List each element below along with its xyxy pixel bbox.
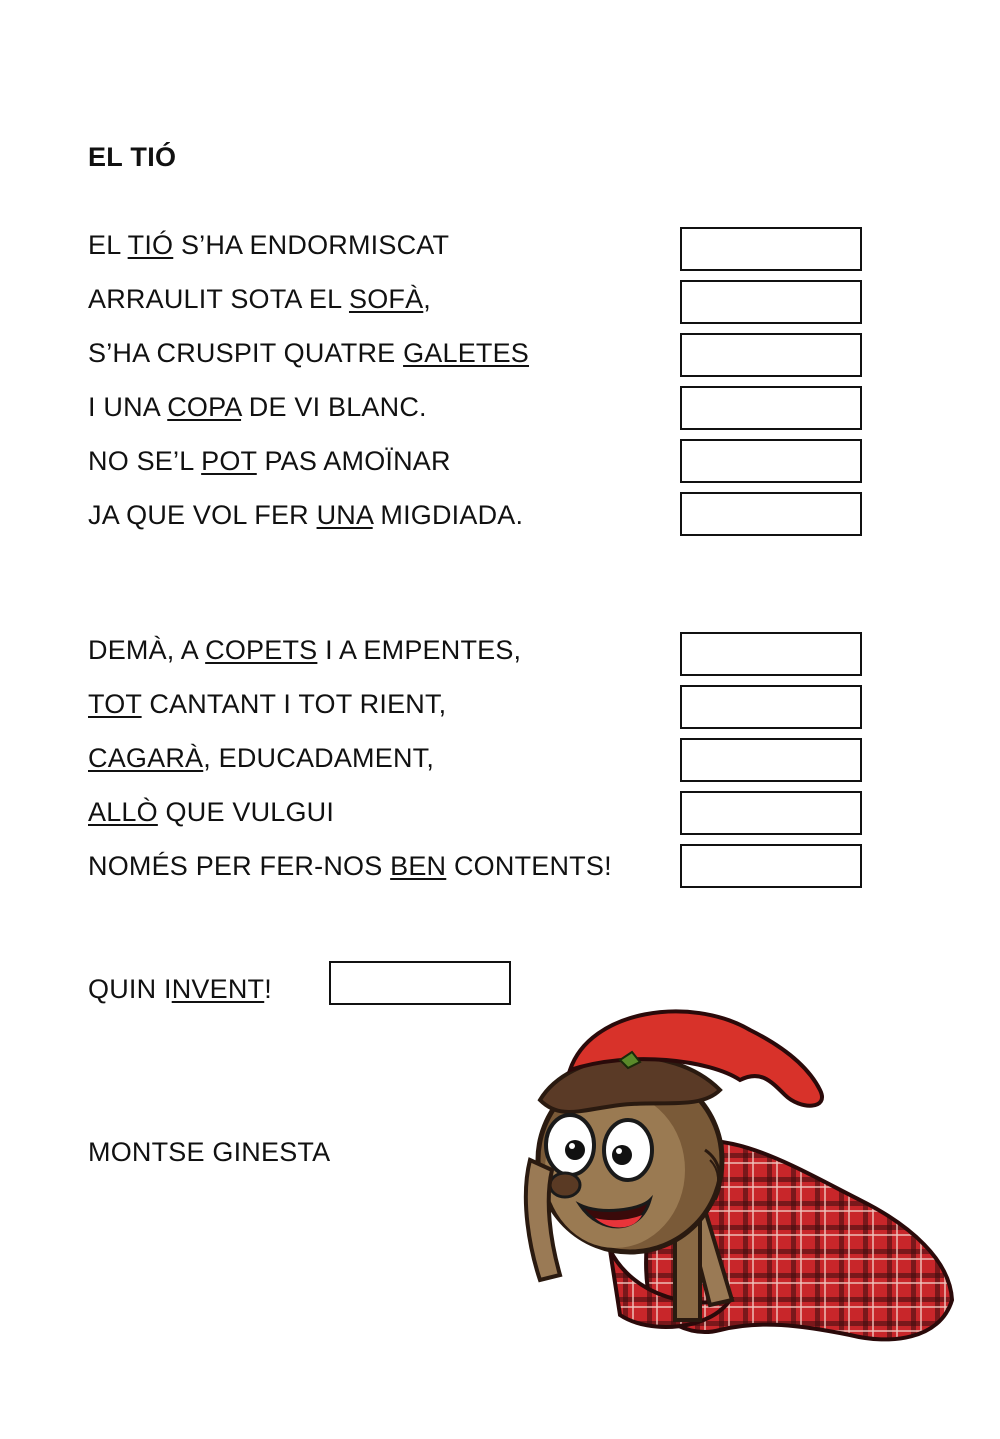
underlined-word: CAGARÀ [88,743,204,773]
answer-box[interactable] [680,333,862,377]
verse-line: JA QUE VOL FER UNA MIGDIADA. [88,500,524,530]
underlined-word: GALETES [403,338,530,368]
underlined-word: TOT [88,689,142,719]
underlined-word: BEN [390,851,447,881]
verse-line: DEMÀ, A COPETS I A EMPENTES, [88,635,522,665]
tio-illustration [470,1000,980,1360]
answer-box[interactable] [680,685,862,729]
verse-line: I UNA COPA DE VI BLANC. [88,392,427,422]
answer-box[interactable] [329,961,511,1005]
verse-line: S’HA CRUSPIT QUATRE GALETES [88,338,530,368]
answer-box[interactable] [680,738,862,782]
answer-box[interactable] [680,227,862,271]
underlined-word: UNA [316,500,373,530]
verse-line: NO SE’L POT PAS AMOÏNAR [88,446,451,476]
verse-line: QUIN INVENT! [88,974,272,1004]
verse-line: ARRAULIT SOTA EL SOFÀ, [88,284,431,314]
verse-line: ALLÒ QUE VULGUI [88,797,335,827]
answer-box[interactable] [680,791,862,835]
verse-line: TOT CANTANT I TOT RIENT, [88,689,447,719]
verse-line: EL TIÓ S’HA ENDORMISCAT [88,230,450,260]
underlined-word: COPA [167,392,242,422]
page-title: EL TIÓ [88,142,177,172]
answer-box[interactable] [680,280,862,324]
answer-box[interactable] [680,632,862,676]
underlined-word: TIÓ [127,230,174,260]
answer-box[interactable] [680,439,862,483]
verse-line: CAGARÀ, EDUCADAMENT, [88,743,435,773]
underlined-word: POT [201,446,257,476]
answer-box[interactable] [680,386,862,430]
underlined-word: ALLÒ [88,797,158,827]
underlined-word: SOFÀ [348,284,424,314]
verse-line: NOMÉS PER FER-NOS BEN CONTENTS! [88,851,612,881]
underlined-word: NVENT [171,974,265,1004]
underlined-word: COPETS [205,635,318,665]
author-name: MONTSE GINESTA [88,1137,331,1167]
answer-box[interactable] [680,492,862,536]
answer-box[interactable] [680,844,862,888]
